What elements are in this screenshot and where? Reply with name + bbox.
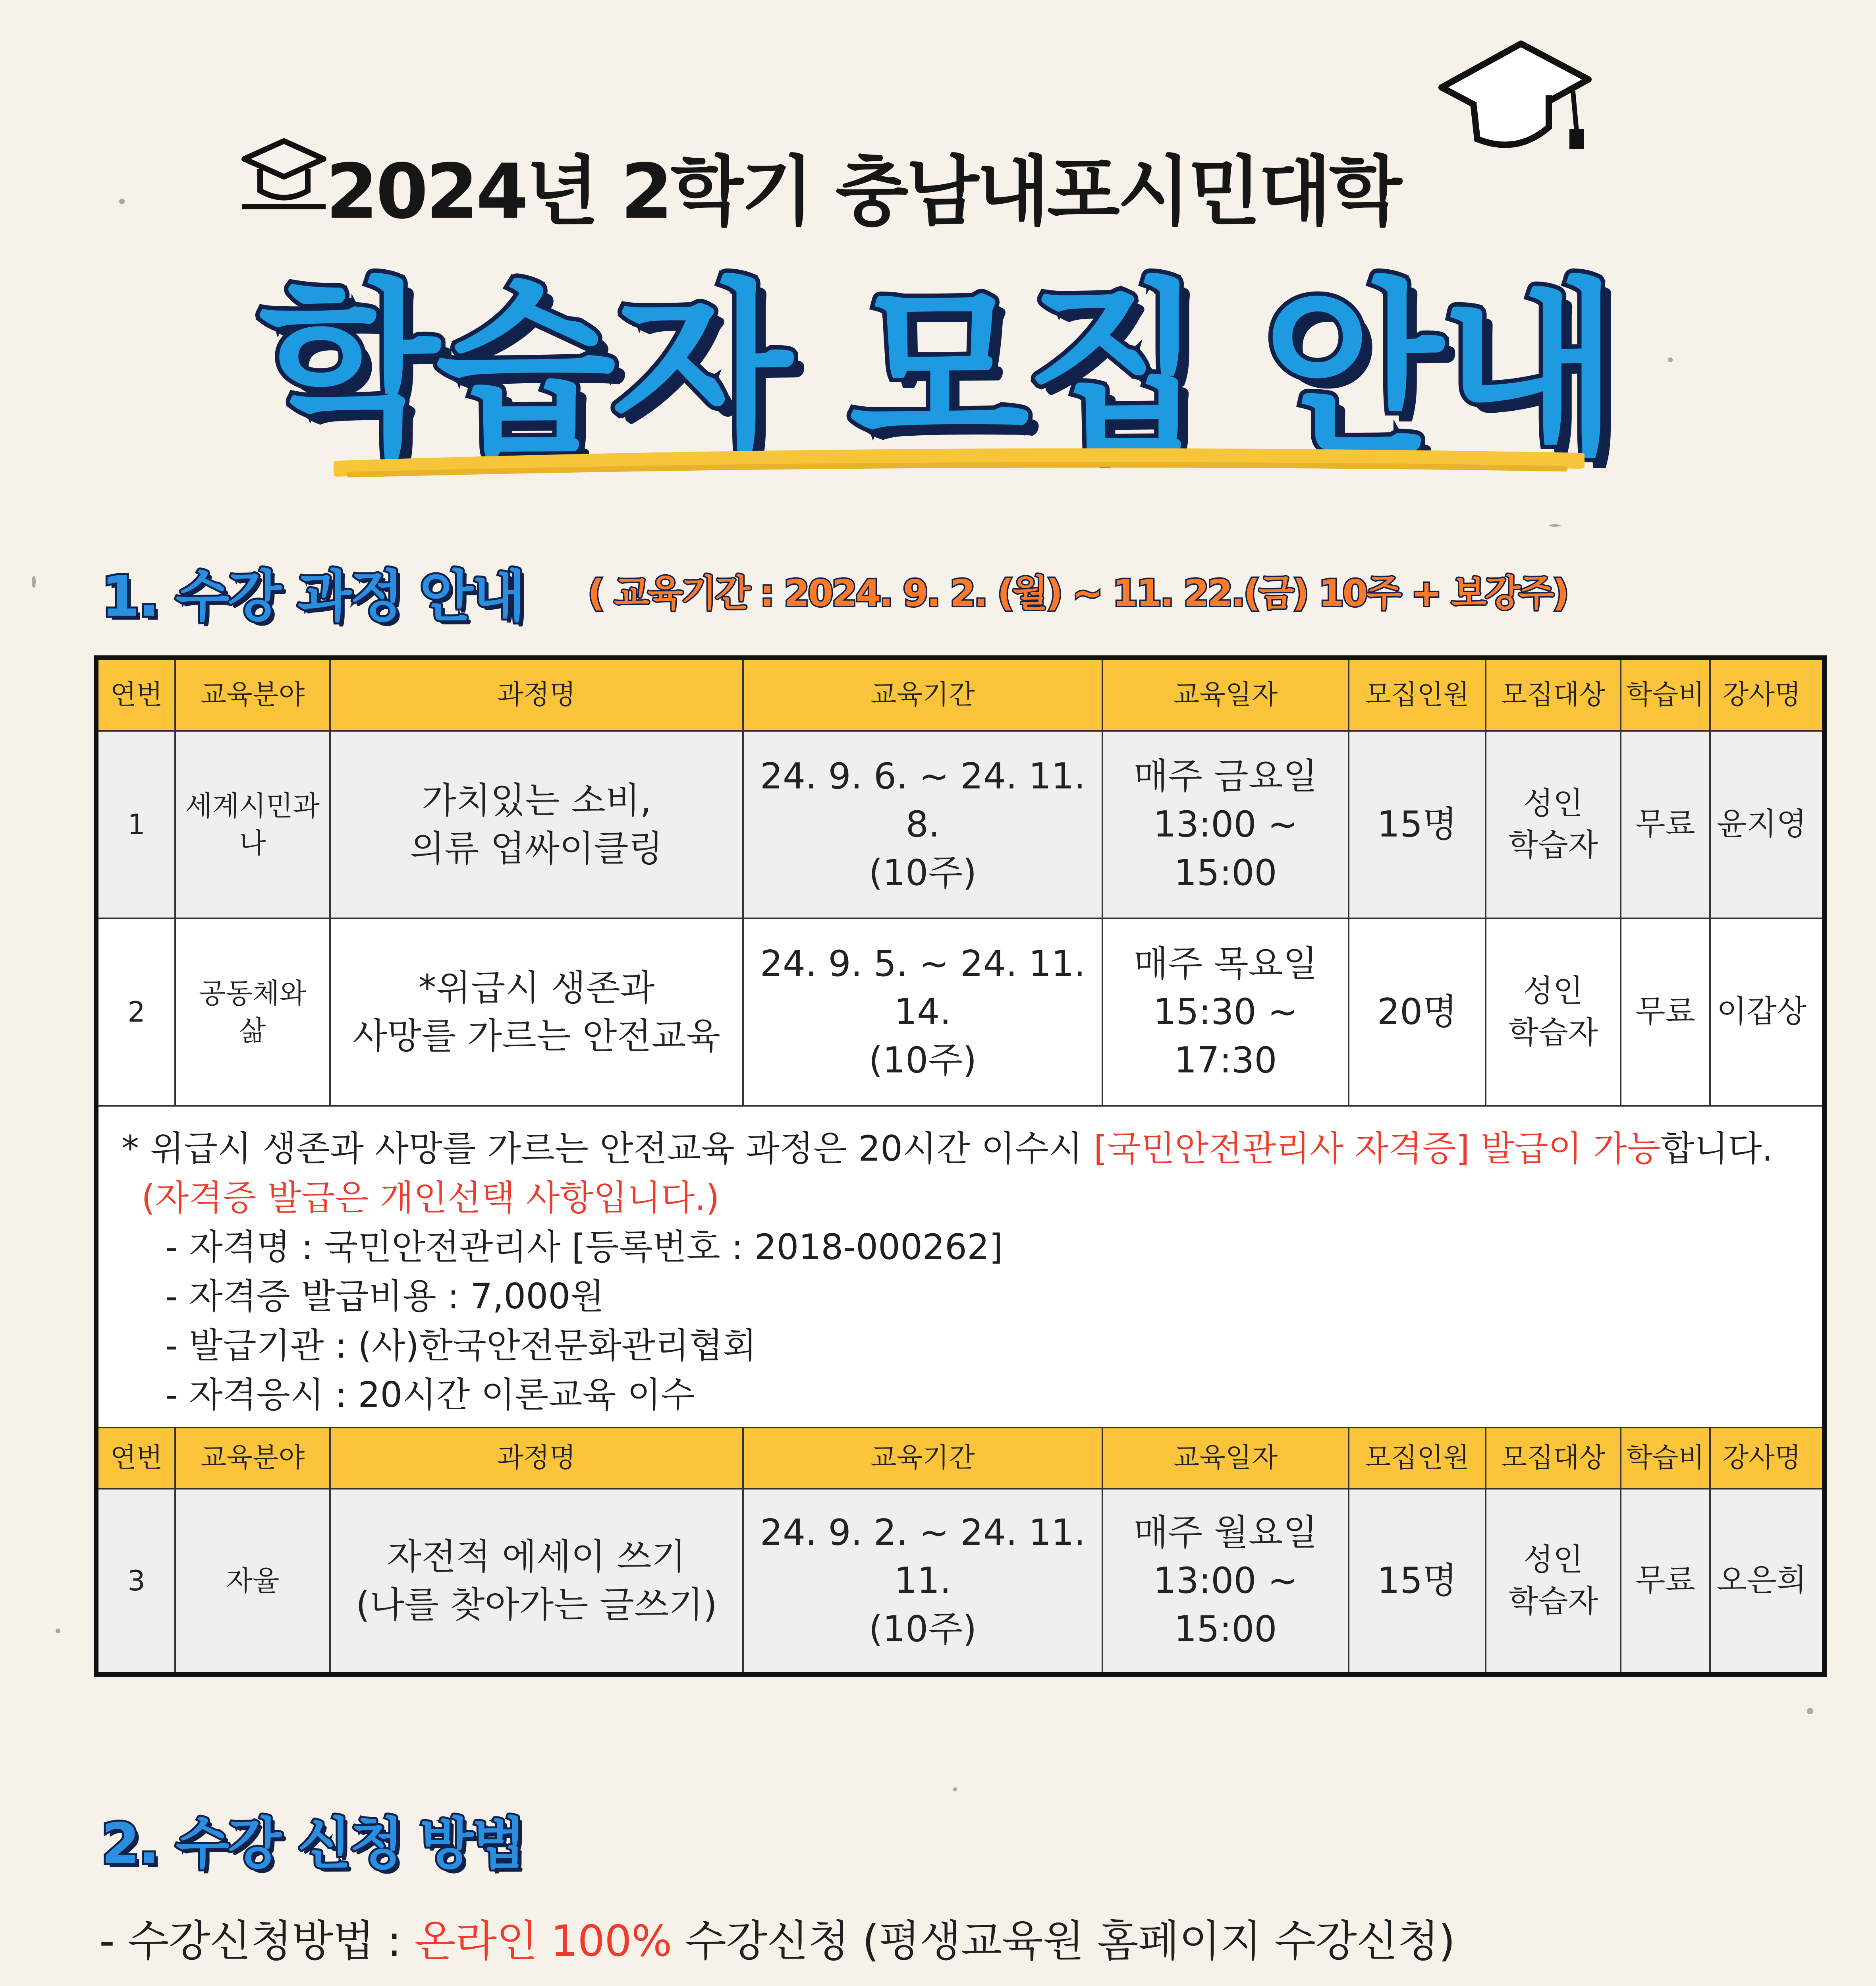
header-cell: 강사명 — [1722, 679, 1801, 711]
table-cell: 가치있는 소비, 의류 업싸이클링 — [331, 732, 744, 918]
note-text: * 위급시 생존과 사망를 가르는 안전교육 과정은 20시간 이수시 — [122, 1128, 1094, 1169]
table-cell: 24. 9. 6. ~ 24. 11. 8. (10주) — [744, 732, 1103, 918]
header-cell: 연번 — [98, 1428, 176, 1488]
education-period: ( 교육기간 : 2024. 9. 2. (월) ~ 11. 22.(금) 10주 + 보강주) — [588, 572, 1568, 614]
note-item: - 자격명 : 국민안전관리사 [등록번호 : 2018-000262] — [165, 1227, 1003, 1267]
note-line — [122, 1124, 1822, 1173]
header-cell: 학습비 — [1621, 660, 1711, 730]
table-cell: 매주 목요일 15:30 ~ 17:30 — [1103, 919, 1349, 1105]
table-header-row — [98, 1428, 1822, 1490]
section-heading-courses: 1. 수강 과정 안내 — [101, 564, 524, 629]
certificate-note — [98, 1107, 1822, 1428]
table-cell: 매주 금요일 13:00 ~ 15:00 — [1103, 732, 1349, 918]
table-cell: 윤지영 — [1716, 806, 1807, 842]
table-cell: 성인 학습자 — [1486, 919, 1621, 1105]
table-cell: 15명 — [1349, 1490, 1486, 1672]
apply-highlight: 온라인 100% — [414, 1916, 672, 1966]
apply-text: - 수강신청방법 : — [99, 1916, 415, 1966]
page-title: 학습자 모집 안내 — [259, 262, 1615, 479]
table-row — [98, 1490, 1822, 1672]
header-cell: 모집인원 — [1349, 1428, 1486, 1488]
table-cell: *위급시 생존과 사망를 가르는 안전교육 — [331, 919, 744, 1105]
header-cell: 모집대상 — [1486, 1428, 1621, 1488]
background-speck — [953, 1787, 957, 1791]
course-table — [94, 655, 1827, 1677]
table-cell: 무료 — [1621, 919, 1711, 1105]
note-line: (자격증 발급은 개인선택 사항입니다.) — [141, 1177, 720, 1218]
header-cell: 강사명 — [1722, 1442, 1801, 1474]
table-cell: 자율 — [176, 1490, 331, 1672]
table-header-row — [98, 660, 1822, 732]
table-cell: 무료 — [1621, 1490, 1711, 1672]
background-speck — [32, 576, 36, 588]
note-text: 합니다. — [1660, 1128, 1773, 1169]
header-cell: 모집대상 — [1486, 660, 1621, 730]
page-subtitle: 2024년 2학기 충남내포시민대학 — [326, 148, 1400, 236]
note-item: - 발급기관 : (사)한국안전문화관리협회 — [165, 1325, 757, 1366]
header-cell: 연번 — [98, 660, 176, 730]
table-cell: 24. 9. 5. ~ 24. 11. 14. (10주) — [744, 919, 1103, 1105]
background-speck — [1668, 357, 1673, 362]
header-cell: 학습비 — [1621, 1428, 1711, 1488]
table-cell: 이갑상 — [1716, 994, 1807, 1030]
header-cell: 교육일자 — [1103, 1428, 1349, 1488]
note-item: - 자격증 발급비용 : 7,000원 — [165, 1276, 604, 1317]
table-cell: 1 — [98, 732, 176, 918]
header-cell: 과정명 — [331, 660, 744, 730]
background-speck — [119, 199, 125, 204]
header-cell: 과정명 — [331, 1428, 744, 1488]
apply-text: 수강신청 (평생교육원 홈페이지 수강신청) — [672, 1916, 1455, 1966]
table-cell: 24. 9. 2. ~ 24. 11. 11. (10주) — [744, 1490, 1103, 1672]
background-speck — [1549, 524, 1561, 527]
header-cell: 교육일자 — [1103, 660, 1349, 730]
table-cell: 2 — [98, 919, 176, 1105]
header-cell: 교육분야 — [176, 1428, 331, 1488]
note-item: - 자격응시 : 20시간 이론교육 이수 — [165, 1374, 695, 1415]
table-cell: 세계시민과 나 — [176, 732, 331, 918]
section-heading-application: 2. 수강 신청 방법 — [101, 1812, 524, 1876]
table-row — [98, 919, 1822, 1107]
table-cell: 매주 월요일 13:00 ~ 15:00 — [1103, 1490, 1349, 1672]
table-cell: 성인 학습자 — [1486, 732, 1621, 918]
header-cell: 교육기간 — [744, 660, 1103, 730]
table-cell: 성인 학습자 — [1486, 1490, 1621, 1672]
table-cell: 20명 — [1349, 919, 1486, 1105]
table-cell: 3 — [98, 1490, 176, 1672]
apply-method — [99, 1907, 1455, 1968]
background-speck — [56, 1629, 60, 1633]
title-underline-decoration — [334, 437, 1585, 485]
header-cell: 교육기간 — [744, 1428, 1103, 1488]
table-cell: 오은희 — [1716, 1563, 1807, 1599]
header-cell: 교육분야 — [176, 660, 331, 730]
table-row — [98, 732, 1822, 919]
table-cell: 15명 — [1349, 732, 1486, 918]
graduation-cap-icon — [238, 131, 330, 211]
table-cell: 공동체와 삶 — [176, 919, 331, 1105]
background-speck — [1807, 1708, 1813, 1714]
header-cell: 모집인원 — [1349, 660, 1486, 730]
table-cell: 무료 — [1621, 732, 1711, 918]
note-highlight: [국민안전관리사 자격증] 발급이 가능 — [1093, 1128, 1661, 1169]
table-cell: 자전적 에세이 쓰기 (나를 찾아가는 글쓰기) — [331, 1490, 744, 1672]
